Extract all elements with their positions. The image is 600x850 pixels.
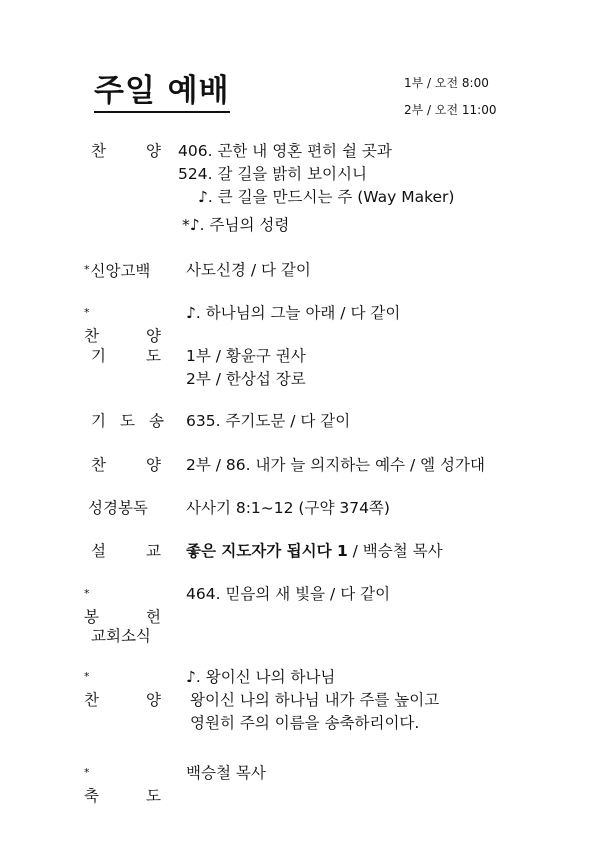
standing-mark: * [84,766,90,779]
order-content [186,259,311,282]
order-label [84,666,160,711]
content-line: ♪. 큰 길을 만드시는 주 (Way Maker) [198,188,455,206]
order-content [186,302,400,325]
content-line: *♪. 주님의 성령 [182,216,290,234]
service-time-2: 2부 / 오전 11:00 [404,103,497,117]
label-char: 축 [84,787,99,805]
content-line: 635. 주기도문 / 다 같이 [186,412,351,430]
order-label: 교회소식 [91,627,151,645]
label-char: 헌 [146,608,161,626]
order-content [186,345,306,391]
content-line: 사도신경 / 다 같이 [186,261,311,279]
sermon-preacher: / 백승철 목사 [347,542,443,560]
label-char: 양 [146,142,161,160]
content-line: ♪. 하나님의 그늘 아래 / 다 같이 [186,304,401,322]
order-label: 성경봉독 [88,499,148,517]
service-times [404,70,496,124]
content-line: ♪. 왕이신 나의 하나님 [186,668,336,686]
label-char: 도 [120,412,135,430]
content-line: 406. 곤한 내 영혼 편히 쉴 곳과 [178,142,392,160]
order-content [186,666,439,735]
content-line: 2부 / 86. 내가 늘 의지하는 예수 / 엘 성가대 [186,456,485,474]
standing-mark: * [84,670,90,683]
order-content [186,497,390,520]
order-label [91,540,167,562]
label-char: 교 [146,542,161,560]
content-line: 영원히 주의 이름을 송축하리이다. [190,714,420,732]
order-label [91,140,167,162]
order-content [186,762,266,785]
standing-mark: * [84,587,90,600]
order-content [186,540,443,563]
order-content [186,583,390,606]
label-char: 찬 [84,327,99,345]
label-char: 도 [146,347,161,365]
order-label [84,762,160,807]
content-line: 1부 / 황윤구 권사 [186,347,306,365]
order-label [91,410,167,432]
label-char: 찬 [84,691,99,709]
label-char: 기 [91,412,106,430]
label-char: 송 [149,412,164,430]
page-title: 주일 예배 [94,72,230,113]
content-line: 사사기 8:1~12 (구약 374쪽) [186,499,390,517]
order-content [178,140,454,237]
sermon-title: 좋은 지도자가 됩시다 1 [186,542,348,560]
order-content [186,410,350,433]
label-char: 양 [146,691,161,709]
standing-mark: * [84,306,90,319]
label-char: 양 [146,456,161,474]
standing-mark: * [84,263,90,276]
order-label [84,302,160,347]
order-content [186,454,485,477]
label-char: 설 [91,542,106,560]
content-line: 백승철 목사 [186,764,266,782]
content-line: 524. 갈 길을 밝히 보이시니 [178,165,367,183]
content-line: 464. 믿음의 새 빛을 / 다 같이 [186,585,391,603]
label-char: 양 [146,327,161,345]
label-char: 봉 [84,608,99,626]
label-char: 찬 [91,142,106,160]
label-char: 도 [146,787,161,805]
order-label: *신앙고백 [84,262,151,280]
content-line [186,540,443,563]
service-time-1: 1부 / 오전 8:00 [404,76,489,90]
content-line: 왕이신 나의 하나님 내가 주를 높이고 [190,691,440,709]
label-char: 찬 [91,456,106,474]
order-label [91,454,167,476]
content-line: 2부 / 한상섭 장로 [186,370,306,388]
order-label [84,583,160,628]
label-char: 기 [91,347,106,365]
order-label [91,345,167,367]
